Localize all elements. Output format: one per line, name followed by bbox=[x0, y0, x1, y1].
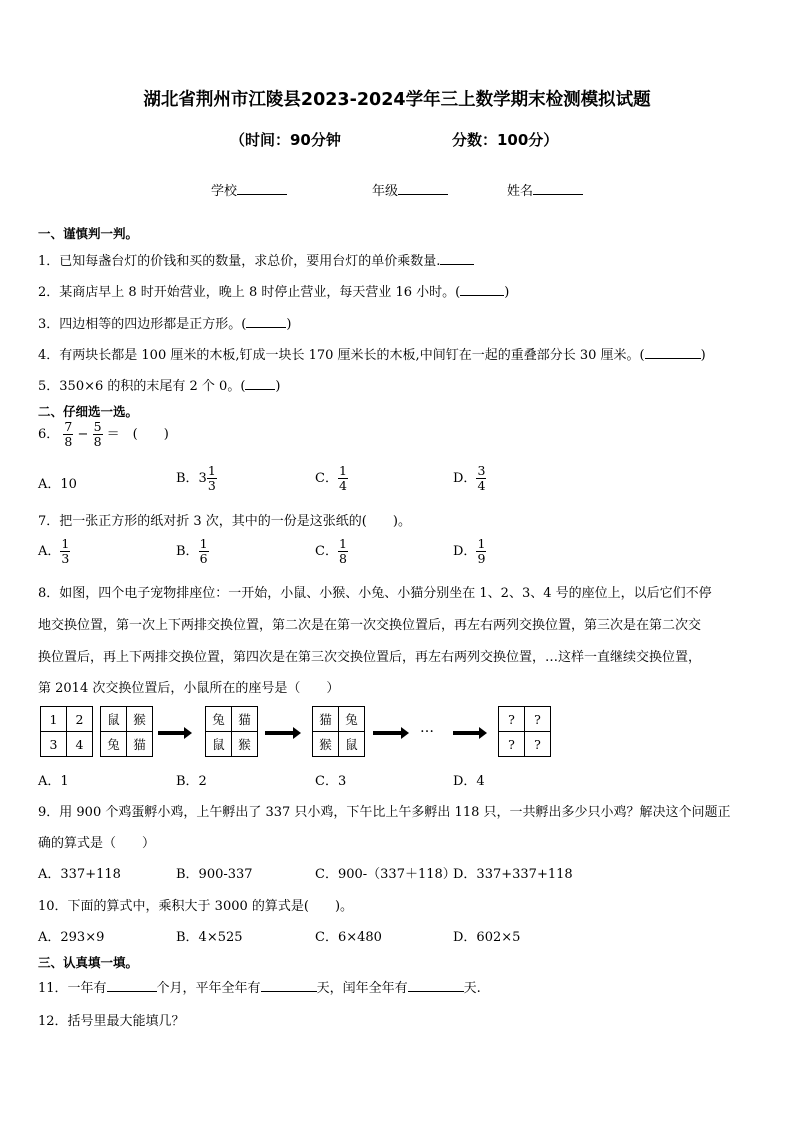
option-6a[interactable]: A．10 bbox=[38, 477, 77, 492]
name-blank[interactable] bbox=[533, 180, 583, 195]
question-5 bbox=[38, 375, 280, 394]
question-1 bbox=[38, 250, 474, 269]
arrow-icon bbox=[453, 731, 481, 735]
answer-blank-11a[interactable] bbox=[107, 977, 157, 992]
question-11: 11．一年有 个月，平年全年有 天，闰年全年有 天. bbox=[38, 977, 481, 996]
pets-grid-initial: 鼠 猴 兔 猫 bbox=[100, 706, 153, 757]
question-9-line-1: 9．用 900 个鸡蛋孵小鸡，上午孵出了 337 只小鸡，下午比上午多孵出 118 只，一共孵出多少只小鸡？解决这个问题正 bbox=[38, 805, 731, 820]
arrow-icon bbox=[158, 731, 186, 735]
option-7d[interactable]: D． $\frac{1}{9}$ bbox=[453, 536, 486, 566]
option-10a[interactable]: A．293×9 bbox=[38, 930, 105, 945]
option-7b[interactable]: B． $\frac{1}{6}$ bbox=[176, 536, 208, 566]
question-12: 12．括号里最大能填几？ bbox=[38, 1014, 185, 1029]
exam-time: （时间：90分钟 bbox=[230, 131, 341, 149]
question-2 bbox=[38, 281, 509, 300]
question-8-line-4: 第 2014 次交换位置后，小鼠所在的座号是（ ） bbox=[38, 681, 340, 696]
question-8-line-3: 换位置后，再上下两排交换位置，第四次是在第三次交换位置后，再左右两列交换位置，…这样一直继续交换位置， bbox=[38, 650, 702, 665]
option-10c[interactable]: C．6×480 bbox=[315, 930, 382, 945]
school-blank[interactable] bbox=[237, 180, 287, 195]
option-10b[interactable]: B．4×525 bbox=[176, 930, 243, 945]
answer-blank-2[interactable] bbox=[460, 281, 504, 296]
option-9d[interactable]: D．337+337+118 bbox=[453, 867, 573, 882]
answer-blank-3[interactable] bbox=[246, 313, 286, 328]
fraction-7-8: $\frac{7}{8}$ bbox=[64, 419, 73, 449]
option-10d[interactable]: D．602×5 bbox=[453, 930, 521, 945]
answer-blank-5[interactable] bbox=[245, 375, 275, 390]
pets-grid-swap-2: 猫 兔 猴 鼠 bbox=[312, 706, 365, 757]
section-1-heading: 一、谨慎判一判。 bbox=[38, 226, 139, 241]
option-8a[interactable]: A．1 bbox=[38, 774, 69, 789]
close-paren: ) bbox=[275, 379, 281, 394]
question-3 bbox=[38, 313, 291, 332]
answer-blank-4[interactable] bbox=[645, 344, 701, 359]
option-7a[interactable]: A． $\frac{1}{3}$ bbox=[38, 536, 70, 566]
question-4 bbox=[38, 344, 706, 363]
exam-score: 分数：100分） bbox=[452, 131, 559, 149]
answer-blank-1[interactable] bbox=[440, 250, 474, 265]
grade-blank[interactable] bbox=[398, 180, 448, 195]
option-8c[interactable]: C．3 bbox=[315, 774, 347, 789]
answer-blank-11c[interactable] bbox=[408, 977, 464, 992]
question-2-text: 2．某商店早上 8 时开始营业，晚上 8 时停止营业，每天营业 16 小时。( bbox=[38, 285, 461, 300]
option-6c[interactable]: C． $\frac{1}{4}$ bbox=[315, 463, 347, 493]
section-2-heading: 二、仔细选一选。 bbox=[38, 404, 139, 419]
close-paren: ) bbox=[504, 285, 510, 300]
question-6 bbox=[38, 420, 169, 449]
name-label: 姓名 bbox=[507, 184, 534, 199]
question-5-text: 5．350×6 的积的末尾有 2 个 0。( bbox=[38, 379, 246, 394]
seat-number-grid: 1 2 3 4 bbox=[40, 706, 93, 757]
question-1-text: 1．已知每盏台灯的价钱和买的数量，求总价，要用台灯的单价乘数量. bbox=[38, 254, 441, 269]
minus-sign: − bbox=[77, 427, 89, 442]
arrow-icon bbox=[265, 731, 295, 735]
arrow-icon bbox=[373, 731, 403, 735]
close-paren: ) bbox=[700, 348, 706, 363]
question-3-text: 3．四边相等的四边形都是正方形。( bbox=[38, 317, 247, 332]
pets-grid-swap-1: 兔 猫 鼠 猴 bbox=[205, 706, 258, 757]
grade-label: 年级 bbox=[372, 184, 399, 199]
question-6-number: 6． bbox=[38, 427, 60, 442]
option-9c[interactable]: C．900-（337＋118） bbox=[315, 867, 456, 882]
page-title: 湖北省荆州市江陵县2023-2024学年三上数学期末检测模拟试题 bbox=[143, 90, 651, 110]
question-8-line-1: 8．如图，四个电子宠物排座位：一开始，小鼠、小猴、小兔、小猫分别坐在 1、2、3、4 号的座位上，以后它们不停 bbox=[38, 586, 712, 601]
option-6b[interactable]: B．3 $\frac{1}{3}$ bbox=[176, 463, 216, 493]
option-6d[interactable]: D． $\frac{3}{4}$ bbox=[453, 463, 486, 493]
school-field bbox=[211, 180, 287, 199]
grade-field bbox=[372, 180, 448, 199]
pets-grid-unknown: ? ? ? ? bbox=[498, 706, 551, 757]
question-4-text: 4．有两块长都是 100 厘米的木板,钉成一块长 170 厘米长的木板,中间钉在一起的重叠部分长 30 厘米。( bbox=[38, 348, 645, 363]
ellipsis: … bbox=[420, 720, 434, 736]
option-8d[interactable]: D．4 bbox=[453, 774, 485, 789]
question-10: 10．下面的算式中，乘积大于 3000 的算式是( )。 bbox=[38, 899, 354, 914]
fraction-5-8: $\frac{5}{8}$ bbox=[93, 419, 102, 449]
option-9a[interactable]: A．337+118 bbox=[38, 867, 121, 882]
option-8b[interactable]: B．2 bbox=[176, 774, 207, 789]
question-9-line-2: 确的算式是（ ） bbox=[38, 836, 156, 851]
close-paren: ) bbox=[286, 317, 292, 332]
name-field bbox=[507, 180, 583, 199]
option-7c[interactable]: C． $\frac{1}{8}$ bbox=[315, 536, 347, 566]
question-6-tail: ＝ ( ) bbox=[106, 427, 169, 442]
section-3-heading: 三、认真填一填。 bbox=[38, 955, 139, 970]
school-label: 学校 bbox=[211, 184, 238, 199]
answer-blank-11b[interactable] bbox=[261, 977, 317, 992]
question-7: 7．把一张正方形的纸对折 3 次，其中的一份是这张纸的( )。 bbox=[38, 514, 411, 529]
option-9b[interactable]: B．900-337 bbox=[176, 867, 253, 882]
question-8-line-2: 地交换位置，第一次上下两排交换位置，第二次是在第一次交换位置后，再左右两列交换位置，第三次是在第二次交 bbox=[38, 618, 702, 633]
